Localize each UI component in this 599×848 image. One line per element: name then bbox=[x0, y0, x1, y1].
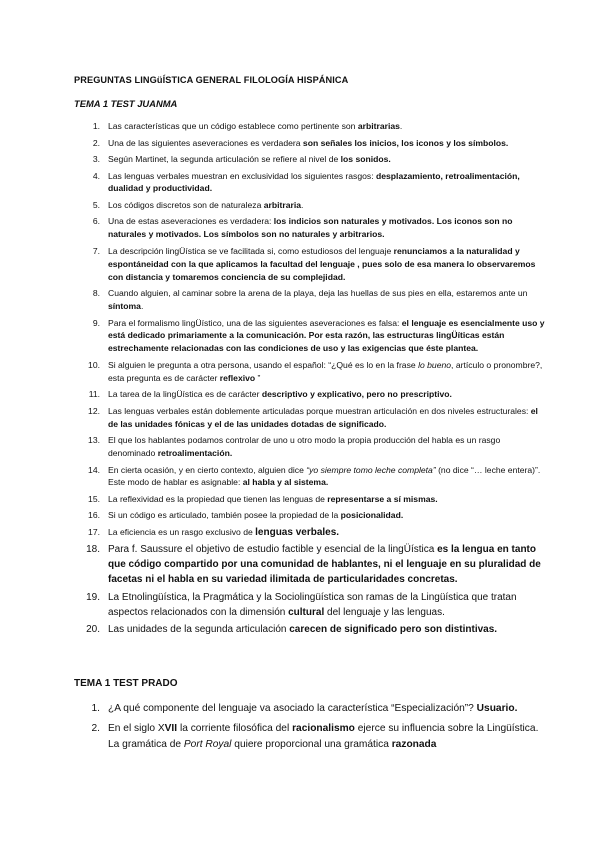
answer-text: síntoma bbox=[108, 301, 141, 312]
question-text: Si alguien le pregunta a otra persona, usando el español: “¿Qué es lo en la frase bbox=[108, 359, 419, 370]
item-number: 17. bbox=[88, 526, 100, 537]
list-item bbox=[74, 170, 546, 196]
answer-text: carecen de significado pero son distintivas. bbox=[289, 624, 498, 636]
answer-text: al habla y al sistema. bbox=[242, 477, 329, 488]
question-text: del lenguaje y las lenguas. bbox=[324, 606, 445, 618]
question-text: ejerce su influencia sobre la Lingüística. La gramática de bbox=[108, 722, 539, 750]
list-item bbox=[74, 199, 546, 212]
answer-text: renunciamos a la naturalidad y espontáneidad con la que aplicamos la facultad del lenguaje , pues solo de esa manera lo observaremos con distancia y tomaremos conciencia de su complejidad. bbox=[108, 245, 536, 282]
question-text: “yo siempre tomo leche completa” bbox=[306, 464, 436, 475]
list-item bbox=[74, 287, 546, 313]
question-text: Los códigos discretos son de naturaleza bbox=[108, 199, 264, 210]
answer-text: el lenguaje es esencialmente uso y está dedicado primariamente a la comunicación. Por esta razón, las estructuras lingÜíticas están estrechamente relacionadas con las condiciones de uso y las exigencias que éste plantea. bbox=[108, 317, 545, 354]
question-text: (no dice “… leche entera)”. Este modo de hablar es asignable: bbox=[108, 464, 541, 488]
question-text: En cierta ocasión, y en cierto contexto, alguien dice bbox=[108, 464, 307, 475]
question-text: Para f. Saussure el objetivo de estudio factible y esencial de la lingÜística bbox=[108, 544, 438, 556]
question-text: La Etnolingüística, la Pragmática y la Sociolingüística son ramas de la Lingüística que tratan aspectos relacionados con la dimensión bbox=[108, 591, 517, 618]
list-item bbox=[74, 434, 546, 460]
answer-text: arbitrarias bbox=[357, 121, 400, 131]
item-number: 5. bbox=[92, 199, 100, 210]
item-number: 9. bbox=[92, 317, 100, 328]
question-text: . bbox=[399, 121, 403, 131]
item-number: 8. bbox=[92, 288, 100, 299]
question-text: Las características que un código establece como pertinente son bbox=[108, 121, 358, 131]
question-text: Una de las siguientes aseveraciones es verdadera bbox=[108, 137, 303, 148]
item-number: 11. bbox=[88, 389, 100, 400]
list-item bbox=[74, 701, 546, 717]
question-text: La eficiencia es un rasgo exclusivo de bbox=[108, 526, 256, 537]
question-text: Según Martinet, la segunda articulación se refiere al nivel de bbox=[108, 154, 341, 164]
section-heading-juanma: TEMA 1 TEST JUANMA bbox=[74, 98, 178, 109]
item-number: 14. bbox=[88, 464, 100, 475]
answer-text: son señales los inicios, los iconos y los símbolos. bbox=[302, 137, 509, 148]
question-list-prado bbox=[74, 701, 546, 756]
list-item bbox=[74, 215, 546, 241]
question-text: , artículo o pronombre?, esta pregunta es de carácter bbox=[108, 359, 543, 383]
question-text: la corriente filosófica del bbox=[177, 722, 293, 734]
question-text: La tarea de la lingÜística es de carácter bbox=[108, 389, 262, 400]
answer-text: VII bbox=[164, 722, 178, 734]
question-text: La reflexividad es la propiedad que tienen las lenguas de bbox=[108, 493, 328, 504]
answer-text: lenguas verbales. bbox=[255, 526, 340, 538]
question-text: En el siglo X bbox=[108, 722, 165, 734]
item-number: 2. bbox=[91, 722, 100, 734]
item-number: 7. bbox=[92, 245, 100, 256]
list-item bbox=[74, 153, 546, 166]
answer-text: descriptivo y explicativo, pero no prescriptivo. bbox=[261, 389, 452, 400]
answer-text: el de las unidades fónicas y el de las unidades dotadas de significado. bbox=[108, 405, 538, 429]
answer-text: los indicios son naturales y motivados. Los iconos son no naturales y motivados. Los símbolos son no naturales y arbitrarios. bbox=[108, 216, 513, 240]
item-number: 3. bbox=[92, 154, 100, 164]
list-item bbox=[74, 245, 546, 284]
question-text: . bbox=[301, 199, 304, 210]
question-text: Port Royal bbox=[183, 738, 232, 750]
question-text: quiere proporcional una gramática bbox=[231, 738, 392, 750]
list-item bbox=[74, 359, 546, 385]
answer-text: representarse a sí mismas. bbox=[327, 493, 438, 504]
list-item bbox=[74, 623, 546, 638]
answer-text: razonada bbox=[391, 738, 437, 750]
answer-text: reflexivo bbox=[219, 372, 256, 383]
list-item bbox=[74, 493, 546, 506]
item-number: 10. bbox=[88, 359, 100, 370]
question-text: Para el formalismo lingÜístico, una de las siguientes aseveraciones es falsa: bbox=[108, 317, 402, 328]
answer-text: racionalismo bbox=[292, 722, 355, 734]
list-item bbox=[74, 137, 546, 150]
item-number: 1. bbox=[91, 703, 100, 714]
question-text: ¿A qué componente del lenguaje va asociado la característica “Especialización”? bbox=[108, 703, 477, 714]
answer-text: desplazamiento, retroalimentación, dualidad y productividad. bbox=[108, 170, 520, 194]
document-title: PREGUNTAS LINGüÍSTICA GENERAL FILOLOGÍA HISPÁNICA bbox=[74, 75, 349, 85]
item-number: 2. bbox=[92, 137, 100, 148]
list-item bbox=[74, 543, 546, 587]
question-text: Cuando alguien, al caminar sobre la arena de la playa, deja las huellas de sus pies en ella, estaremos ante un bbox=[108, 288, 528, 299]
question-text: Una de estas aseveraciones es verdadera: bbox=[108, 216, 274, 227]
section-heading-prado: TEMA 1 TEST PRADO bbox=[74, 678, 178, 689]
question-list-juanma bbox=[74, 120, 546, 641]
list-item bbox=[74, 120, 546, 133]
question-text: . bbox=[140, 301, 144, 312]
answer-text: es la lengua en tanto que código compartido por una comunidad de hablantes, ni el lenguaje en su pluralidad de facetas ni el habla en su variedad ilimitada de particularidades concretas. bbox=[108, 544, 541, 586]
list-item bbox=[74, 464, 546, 490]
list-item bbox=[74, 721, 546, 753]
answer-text: posicionalidad. bbox=[340, 510, 404, 521]
item-number: 6. bbox=[92, 216, 100, 227]
question-text: lo bueno bbox=[418, 359, 452, 370]
list-item bbox=[74, 526, 546, 540]
list-item bbox=[74, 509, 546, 522]
answer-text: arbitraria bbox=[263, 199, 302, 210]
question-text: Las lenguas verbales muestran en exclusividad los siguientes rasgos: bbox=[108, 170, 376, 181]
question-text: Las lenguas verbales están doblemente articuladas porque muestran articulación en dos niveles estructurales: bbox=[108, 405, 531, 416]
item-number: 20. bbox=[86, 624, 100, 636]
question-text: La descripción lingÜística se ve facilitada si, como estudiosos del lenguaje bbox=[108, 245, 394, 256]
item-number: 19. bbox=[86, 591, 100, 603]
question-text: Si un código es articulado, también posee la propiedad de la bbox=[108, 510, 341, 521]
item-number: 13. bbox=[88, 435, 100, 446]
item-number: 12. bbox=[88, 405, 100, 416]
item-number: 16. bbox=[88, 510, 100, 521]
item-number: 4. bbox=[92, 170, 100, 181]
question-text: Las unidades de la segunda articulación bbox=[108, 624, 290, 636]
item-number: 1. bbox=[92, 121, 100, 131]
answer-text: los sonidos. bbox=[340, 154, 391, 164]
list-item bbox=[74, 405, 546, 431]
list-item bbox=[74, 591, 546, 621]
list-item bbox=[74, 388, 546, 401]
question-text: El que los hablantes podamos controlar de uno u otro modo la propia producción del habla es un rasgo denominado bbox=[108, 435, 501, 459]
item-number: 18. bbox=[86, 544, 100, 556]
list-item bbox=[74, 317, 546, 356]
answer-text: cultural bbox=[288, 606, 325, 618]
item-number: 15. bbox=[88, 493, 100, 504]
answer-text: Usuario. bbox=[476, 703, 518, 714]
question-text: ” bbox=[255, 372, 261, 383]
answer-text: retroalimentación. bbox=[157, 448, 233, 459]
